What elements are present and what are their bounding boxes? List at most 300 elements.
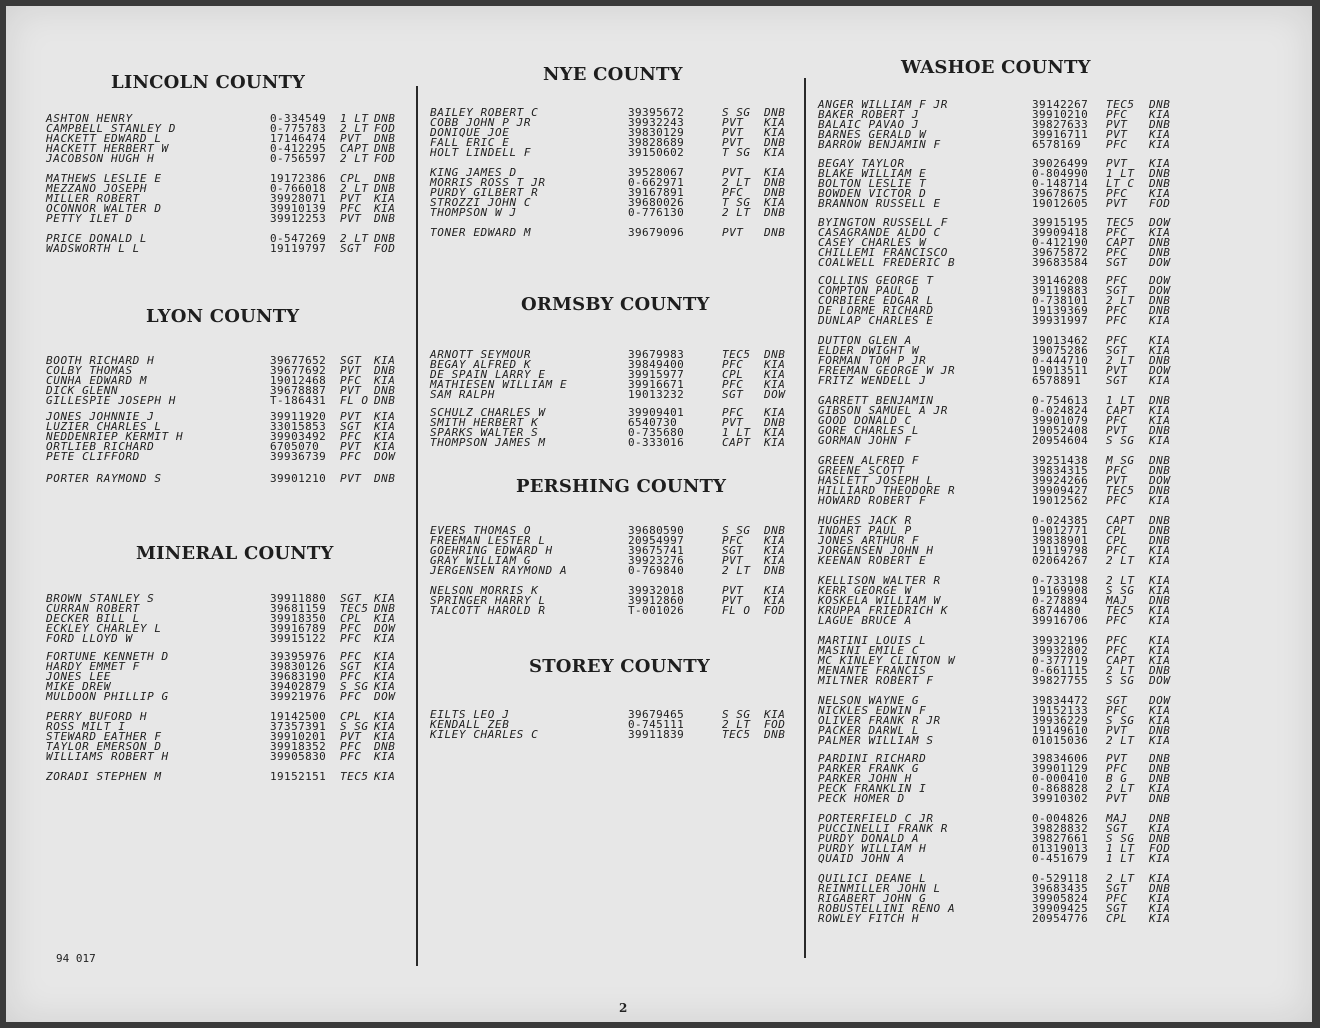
rank: PFC — [1106, 644, 1128, 657]
serial-number: 39936229 — [1032, 714, 1089, 727]
casualty-name: CORBIERE EDGAR L — [818, 294, 934, 307]
status-code: KIA — [374, 670, 396, 683]
serial-number: 39916789 — [270, 622, 327, 635]
rank: PFC — [1106, 314, 1128, 327]
rank: SGT — [340, 660, 362, 673]
casualty-name: ANGER WILLIAM F JR — [818, 98, 949, 111]
status-code: FOD — [1149, 842, 1171, 855]
casualty-name: CASAGRANDE ALDO C — [818, 226, 941, 239]
nye-county-heading: NYE COUNTY — [543, 64, 683, 85]
casualty-name: PECK HOMER D — [818, 792, 905, 805]
rank: TEC5 — [340, 602, 369, 615]
rank: PVT — [1106, 792, 1128, 805]
rank: CPL — [1106, 912, 1128, 925]
status-code: FOD — [1149, 197, 1171, 210]
rank: 2 LT — [1106, 872, 1135, 885]
serial-number: 39828832 — [1032, 822, 1089, 835]
rank: PFC — [722, 406, 744, 419]
serial-number: 39909425 — [1032, 902, 1089, 915]
serial-number: 0-733198 — [1032, 574, 1089, 587]
rank: B G — [1106, 772, 1128, 785]
status-code: DNB — [764, 206, 786, 219]
rank: SGT — [1106, 694, 1128, 707]
casualty-name: PORTER RAYMOND S — [46, 472, 162, 485]
rank: 1 LT — [1106, 394, 1135, 407]
rank: 2 LT — [722, 176, 751, 189]
casualty-name: BOLTON LESLIE T — [818, 177, 927, 190]
status-code: KIA — [374, 440, 396, 453]
casualty-name: MC KINLEY CLINTON W — [818, 654, 956, 667]
status-code: DNB — [1149, 812, 1171, 825]
casualty-name: MILTNER ROBERT F — [818, 674, 934, 687]
casualty-name: PALMER WILLIAM S — [818, 734, 934, 747]
rank: PVT — [340, 440, 362, 453]
status-code: DOW — [1149, 694, 1171, 707]
serial-number: 33015853 — [270, 420, 327, 433]
status-code: KIA — [1149, 704, 1171, 717]
casualty-name: GREEN ALFRED F — [818, 454, 920, 467]
rank: PFC — [1106, 414, 1128, 427]
serial-number: 39395976 — [270, 650, 327, 663]
serial-number: 0-547269 — [270, 232, 327, 245]
serial-number: 39909427 — [1032, 484, 1089, 497]
status-code: KIA — [374, 410, 396, 423]
rank: PFC — [340, 650, 362, 663]
serial-number: T-186431 — [270, 394, 327, 407]
serial-number: 19013462 — [1032, 334, 1089, 347]
serial-number: 6578891 — [1032, 374, 1082, 387]
rank: CPL — [340, 612, 362, 625]
document-code: 94 017 — [56, 952, 96, 965]
status-code: KIA — [1149, 604, 1171, 617]
casualty-name: STROZZI JOHN C — [430, 196, 532, 209]
casualty-name: DICK GLENN — [46, 384, 119, 397]
status-code: KIA — [764, 534, 786, 547]
rank: PFC — [1106, 334, 1128, 347]
status-code: DOW — [1149, 474, 1171, 487]
serial-number: 39678675 — [1032, 187, 1089, 200]
serial-number: 39924266 — [1032, 474, 1089, 487]
serial-number: 39901129 — [1032, 762, 1089, 775]
status-code: DNB — [374, 472, 396, 485]
rank: PVT — [340, 410, 362, 423]
casualty-name: ASHTON HENRY — [46, 112, 133, 125]
casualty-name: ECKLEY CHARLEY L — [46, 622, 162, 635]
rank: TEC5 — [340, 770, 369, 783]
status-code: DNB — [1149, 424, 1171, 437]
status-code: KIA — [1149, 108, 1171, 121]
serial-number: 39912860 — [628, 594, 685, 607]
serial-number: 39910201 — [270, 730, 327, 743]
rank: PFC — [1106, 187, 1128, 200]
status-code: KIA — [1149, 734, 1171, 747]
rank: SGT — [1106, 882, 1128, 895]
status-code: KIA — [374, 720, 396, 733]
casualty-name: ORTLIEB RICHARD — [46, 440, 155, 453]
serial-number: 20954776 — [1032, 912, 1089, 925]
rank: PVT — [340, 192, 362, 205]
rank: PFC — [1106, 138, 1128, 151]
serial-number: 39834606 — [1032, 752, 1089, 765]
serial-number: 01015036 — [1032, 734, 1089, 747]
casualty-name: PURDY WILLIAM H — [818, 842, 927, 855]
casualty-name: EILTS LEO J — [430, 708, 510, 721]
rank: TEC5 — [722, 348, 751, 361]
status-code: DNB — [764, 106, 786, 119]
rank: PFC — [1106, 614, 1128, 627]
serial-number: 39901210 — [270, 472, 327, 485]
serial-number: 39683435 — [1032, 882, 1089, 895]
rank: PVT — [722, 116, 744, 129]
rank: 2 LT — [340, 152, 369, 165]
status-code: DNB — [1149, 594, 1171, 607]
casualty-name: THOMPSON W J — [430, 206, 517, 219]
status-code: KIA — [764, 708, 786, 721]
status-code: KIA — [1149, 654, 1171, 667]
rank: PVT — [1106, 752, 1128, 765]
status-code: DOW — [1149, 674, 1171, 687]
serial-number: 19169908 — [1032, 584, 1089, 597]
status-code: KIA — [374, 612, 396, 625]
serial-number: 0-804990 — [1032, 167, 1089, 180]
rank: S SG — [1106, 714, 1135, 727]
casualty-name: PUCCINELLI FRANK R — [818, 822, 949, 835]
status-code: KIA — [764, 406, 786, 419]
rank: PVT — [1106, 424, 1128, 437]
casualty-name: WADSWORTH L L — [46, 242, 140, 255]
serial-number: 39528067 — [628, 166, 685, 179]
serial-number: 39918352 — [270, 740, 327, 753]
rank: PVT — [340, 212, 362, 225]
rank: MAJ — [1106, 594, 1128, 607]
rank: 2 LT — [1106, 734, 1135, 747]
casualty-name: BLAKE WILLIAM E — [818, 167, 927, 180]
rank: PVT — [340, 364, 362, 377]
serial-number: 39680590 — [628, 524, 685, 537]
rank: S SG — [722, 524, 751, 537]
rank: PFC — [1106, 762, 1128, 775]
serial-number: 39916706 — [1032, 614, 1089, 627]
status-code: KIA — [1149, 614, 1171, 627]
status-code: KIA — [374, 632, 396, 645]
status-code: KIA — [764, 554, 786, 567]
status-code: DNB — [1149, 304, 1171, 317]
rank: PVT — [722, 226, 744, 239]
status-code: DNB — [374, 394, 396, 407]
casualty-name: PETTY ILET D — [46, 212, 133, 225]
status-code: KIA — [764, 196, 786, 209]
status-code: DNB — [1149, 464, 1171, 477]
status-code: KIA — [1149, 314, 1171, 327]
serial-number: 0-738101 — [1032, 294, 1089, 307]
status-code: DNB — [764, 186, 786, 199]
casualty-name: KELLISON WALTER R — [818, 574, 941, 587]
rank: 2 LT — [340, 122, 369, 135]
casualty-name: PERRY BUFORD H — [46, 710, 148, 723]
serial-number: 39119883 — [1032, 284, 1089, 297]
status-code: KIA — [1149, 157, 1171, 170]
rank: TEC5 — [722, 728, 751, 741]
rank: SGT — [722, 388, 744, 401]
rank: PVT — [1106, 118, 1128, 131]
serial-number: 19172386 — [270, 172, 327, 185]
status-code: KIA — [374, 730, 396, 743]
serial-number: 39402879 — [270, 680, 327, 693]
casualty-name: JACOBSON HUGH H — [46, 152, 155, 165]
casualty-name: NELSON WAYNE G — [818, 694, 920, 707]
rank: PFC — [340, 632, 362, 645]
page-number: 2 — [619, 1001, 628, 1015]
rank: PVT — [722, 136, 744, 149]
casualty-name: MIKE DREW — [46, 680, 112, 693]
casualty-name: COLLINS GEORGE T — [818, 274, 934, 287]
status-code: DNB — [764, 524, 786, 537]
casualty-name: ROBUSTELLINI RENO A — [818, 902, 956, 915]
serial-number: 19012468 — [270, 374, 327, 387]
rank: CAPT — [340, 142, 369, 155]
casualty-name: GOOD DONALD C — [818, 414, 912, 427]
serial-number: 39909401 — [628, 406, 685, 419]
serial-number: 39026499 — [1032, 157, 1089, 170]
serial-number: 39834315 — [1032, 464, 1089, 477]
rank: 1 LT — [340, 112, 369, 125]
rank: PFC — [1106, 246, 1128, 259]
casualty-name: GORMAN JOHN F — [818, 434, 912, 447]
casualty-name: FALL ERIC E — [430, 136, 510, 149]
casualty-name: CURRAN ROBERT — [46, 602, 140, 615]
status-code: KIA — [374, 202, 396, 215]
casualty-name: PARDINI RICHARD — [818, 752, 927, 765]
serial-number: 39932196 — [1032, 634, 1089, 647]
casualty-name: FREEMAN GEORGE W JR — [818, 364, 956, 377]
serial-number: 39910302 — [1032, 792, 1089, 805]
rank: SGT — [340, 420, 362, 433]
casualty-name: PARKER FRANK G — [818, 762, 920, 775]
serial-number: 39928071 — [270, 192, 327, 205]
rank: 2 LT — [1106, 782, 1135, 795]
rank: MAJ — [1106, 812, 1128, 825]
serial-number: 39915195 — [1032, 216, 1089, 229]
serial-number: 0-775783 — [270, 122, 327, 135]
rank: PVT — [1106, 474, 1128, 487]
rank: FL O — [340, 394, 369, 407]
rank: M SG — [1106, 454, 1135, 467]
serial-number: 39675741 — [628, 544, 685, 557]
serial-number: 39830126 — [270, 660, 327, 673]
serial-number: 39903492 — [270, 430, 327, 443]
status-code: KIA — [374, 592, 396, 605]
casualty-name: HOLT LINDELL F — [430, 146, 532, 159]
status-code: KIA — [764, 594, 786, 607]
casualty-name: KRUPPA FRIEDRICH K — [818, 604, 949, 617]
rank: PVT — [722, 416, 744, 429]
rank: PFC — [340, 202, 362, 215]
rank: CAPT — [1106, 236, 1135, 249]
casualty-name: PURDY GILBERT R — [430, 186, 539, 199]
casualty-name: PARKER JOHN H — [818, 772, 912, 785]
rank: TEC5 — [1106, 484, 1135, 497]
casualty-name: DE LORME RICHARD — [818, 304, 934, 317]
status-code: DNB — [1149, 664, 1171, 677]
casualty-name: MATHEWS LESLIE E — [46, 172, 162, 185]
rank: PFC — [340, 670, 362, 683]
status-code: DNB — [1149, 118, 1171, 131]
rank: CPL — [1106, 534, 1128, 547]
serial-number: 01319013 — [1032, 842, 1089, 855]
status-code: DNB — [374, 142, 396, 155]
casualty-name: LAGUE BRUCE A — [818, 614, 912, 627]
serial-number: 39911880 — [270, 592, 327, 605]
serial-number: 19052408 — [1032, 424, 1089, 437]
rank: PFC — [722, 186, 744, 199]
casualty-name: KEENAN ROBERT E — [818, 554, 927, 567]
rank: PVT — [722, 166, 744, 179]
rank: PVT — [722, 126, 744, 139]
status-code: KIA — [374, 430, 396, 443]
casualty-name: GOEHRING EDWARD H — [430, 544, 553, 557]
casualty-name: FREEMAN LESTER L — [430, 534, 546, 547]
casualty-name: HUGHES JACK R — [818, 514, 912, 527]
rank: PVT — [340, 132, 362, 145]
status-code: DNB — [764, 564, 786, 577]
serial-number: 19139369 — [1032, 304, 1089, 317]
rank: CPL — [340, 172, 362, 185]
casualty-name: HACKETT HERBERT W — [46, 142, 169, 155]
status-code: DNB — [374, 172, 396, 185]
serial-number: 39921976 — [270, 690, 327, 703]
status-code: KIA — [764, 126, 786, 139]
casualty-name: TALCOTT HAROLD R — [430, 604, 546, 617]
rank: PFC — [1106, 226, 1128, 239]
status-code: DOW — [1149, 284, 1171, 297]
serial-number: 20954604 — [1032, 434, 1089, 447]
serial-number: 39828689 — [628, 136, 685, 149]
casualty-name: SCHULZ CHARLES W — [430, 406, 546, 419]
rank: PFC — [722, 534, 744, 547]
serial-number: 0-735680 — [628, 426, 685, 439]
status-code: KIA — [764, 436, 786, 449]
casualty-name: SPARKS WALTER S — [430, 426, 539, 439]
serial-number: 6705070 — [270, 440, 320, 453]
rank: 1 LT — [1106, 852, 1135, 865]
serial-number: 39849400 — [628, 358, 685, 371]
casualty-name: BARNES GERALD W — [818, 128, 927, 141]
casualty-name: GILLESPIE JOSEPH H — [46, 394, 177, 407]
serial-number: 37357391 — [270, 720, 327, 733]
rank: S SG — [340, 720, 369, 733]
rank: PFC — [340, 740, 362, 753]
rank: PVT — [722, 594, 744, 607]
rank: CPL — [1106, 524, 1128, 537]
rank: SGT — [340, 242, 362, 255]
rank: PFC — [1106, 464, 1128, 477]
casualty-name: MARTINI LOUIS L — [818, 634, 927, 647]
status-code: KIA — [1149, 872, 1171, 885]
casualty-name: CHILLEMI FRANCISCO — [818, 246, 949, 259]
serial-number: 39936739 — [270, 450, 327, 463]
status-code: DNB — [1149, 167, 1171, 180]
casualty-name: GREENE SCOTT — [818, 464, 905, 477]
document-page — [6, 6, 1312, 1022]
status-code: KIA — [374, 354, 396, 367]
status-code: KIA — [374, 192, 396, 205]
status-code: KIA — [1149, 644, 1171, 657]
casualty-name: DECKER BILL L — [46, 612, 140, 625]
rank: SGT — [340, 354, 362, 367]
rank: PFC — [1106, 892, 1128, 905]
casualty-name: MEZZANO JOSEPH — [46, 182, 148, 195]
serial-number: 19119797 — [270, 242, 327, 255]
casualty-name: DUNLAP CHARLES E — [818, 314, 934, 327]
serial-number: 39915977 — [628, 368, 685, 381]
serial-number: 39680026 — [628, 196, 685, 209]
rank: PVT — [1106, 197, 1128, 210]
rank: S SG — [1106, 434, 1135, 447]
rank: PVT — [722, 584, 744, 597]
serial-number: 19013232 — [628, 388, 685, 401]
casualty-name: OLIVER FRANK R JR — [818, 714, 941, 727]
casualty-name: GRAY WILLIAM G — [430, 554, 532, 567]
status-code: DNB — [374, 182, 396, 195]
rank: PFC — [1106, 304, 1128, 317]
rank: CPL — [722, 368, 744, 381]
status-code: KIA — [764, 146, 786, 159]
casualty-name: BEGAY TAYLOR — [818, 157, 905, 170]
serial-number: 39901079 — [1032, 414, 1089, 427]
serial-number: 39150602 — [628, 146, 685, 159]
status-code: KIA — [374, 660, 396, 673]
rank: SGT — [1106, 822, 1128, 835]
casualty-name: COMPTON PAUL D — [818, 284, 920, 297]
status-code: DNB — [764, 416, 786, 429]
serial-number: 39932018 — [628, 584, 685, 597]
casualty-name: THOMPSON JAMES M — [430, 436, 546, 449]
serial-number: 0-444710 — [1032, 354, 1089, 367]
status-code: DNB — [1149, 752, 1171, 765]
rank: 1 LT — [1106, 167, 1135, 180]
serial-number: 39911839 — [628, 728, 685, 741]
status-code: KIA — [1149, 822, 1171, 835]
status-code: KIA — [1149, 434, 1171, 447]
serial-number: 39146208 — [1032, 274, 1089, 287]
washoe-county-heading: WASHOE COUNTY — [901, 57, 1091, 78]
serial-number: 0-745111 — [628, 718, 685, 731]
serial-number: 39679465 — [628, 708, 685, 721]
rank: PFC — [340, 750, 362, 763]
serial-number: 0-000410 — [1032, 772, 1089, 785]
serial-number: 39932243 — [628, 116, 685, 129]
status-code: DOW — [374, 450, 396, 463]
casualty-name: PURDY DONALD A — [818, 832, 920, 845]
status-code: KIA — [374, 750, 396, 763]
casualty-name: HACKETT EDWARD L — [46, 132, 162, 145]
casualty-name: NICKLES EDWIN F — [818, 704, 927, 717]
rank: PVT — [340, 472, 362, 485]
casualty-name: ARNOTT SEYMOUR — [430, 348, 532, 361]
casualty-name: SAM RALPH — [430, 388, 496, 401]
rank: S SG — [1106, 674, 1135, 687]
rank: PFC — [1106, 704, 1128, 717]
serial-number: 0-334549 — [270, 112, 327, 125]
casualty-name: ZORADI STEPHEN M — [46, 770, 162, 783]
rank: 2 LT — [1106, 294, 1135, 307]
casualty-name: NEDDENRIEP KERMIT H — [46, 430, 184, 443]
rank: PVT — [1106, 364, 1128, 377]
status-code: DNB — [1149, 762, 1171, 775]
status-code: DNB — [1149, 772, 1171, 785]
casualty-name: CAMPBELL STANLEY D — [46, 122, 177, 135]
casualty-name: QUAID JOHN A — [818, 852, 905, 865]
